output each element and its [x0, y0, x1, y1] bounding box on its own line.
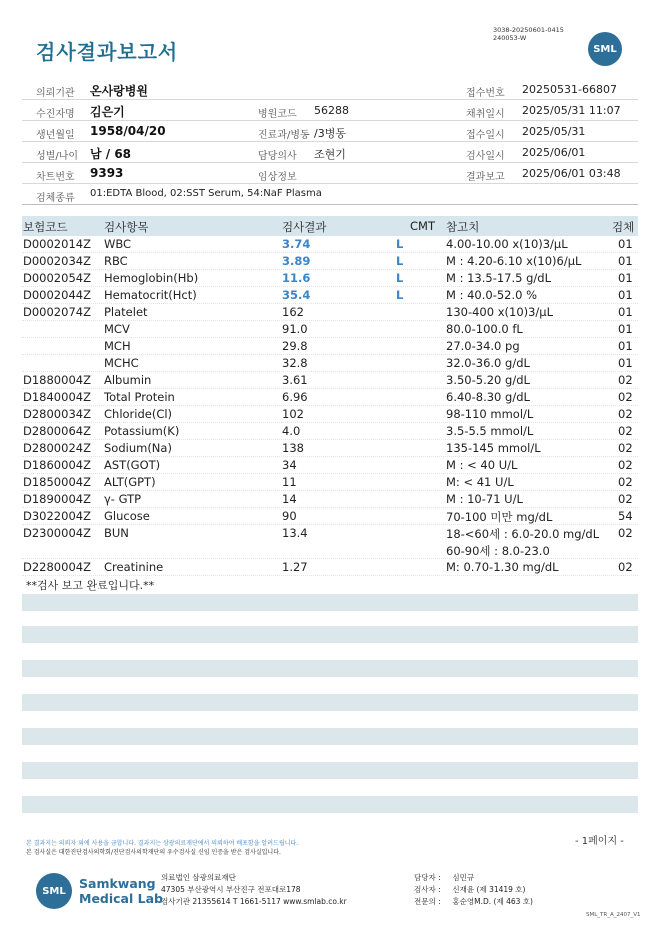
sml-logo-icon: SML [588, 32, 622, 66]
collect-date-label: 채취일시 [466, 109, 505, 120]
row-ref: 130-400 x(10)3/μL [446, 305, 554, 319]
table-row [22, 321, 638, 338]
row-name: AST(GOT) [104, 458, 161, 472]
row-result: 162 [282, 305, 304, 319]
dept-label: 진료과/병동 [258, 130, 310, 141]
report-complete-note: **검사 보고 완료입니다.** [26, 579, 155, 592]
row-name: Hematocrit(Hct) [104, 288, 197, 302]
row-name: MCH [104, 339, 131, 353]
table-row [22, 440, 638, 457]
info-row-birth [22, 121, 638, 142]
row-ref: 4.00-10.00 x(10)3/μL [446, 237, 568, 251]
row-result: 4.0 [282, 424, 301, 438]
row-spec: 02 [618, 390, 633, 404]
table-row [22, 508, 638, 525]
receipt-date-label: 접수일시 [466, 130, 505, 141]
row-name: WBC [104, 237, 132, 251]
table-row [22, 423, 638, 440]
row-spec: 01 [618, 305, 633, 319]
row-result: 13.4 [282, 526, 308, 540]
row-name: Total Protein [104, 390, 175, 404]
row-code: D0002054Z [23, 271, 91, 285]
hospital-code-label: 병원코드 [258, 109, 297, 120]
row-result: 35.4 [282, 288, 311, 302]
org-name: 의료법인 삼광의료재단 [161, 873, 236, 882]
row-spec: 02 [618, 407, 633, 421]
row-code: D1860004Z [23, 458, 91, 472]
table-row [22, 474, 638, 491]
row-result: 3.61 [282, 373, 308, 387]
dept-value: /3병동 [314, 127, 346, 140]
receipt-date-value: 2025/05/31 [522, 125, 586, 138]
notice-text-blue: 본 결과지는 의뢰자 외에 사용을 금합니다. 결과지는 삼광의료재단에서 의뢰하여 배포함을 알려드립니다. [26, 840, 299, 847]
row-result: 1.27 [282, 560, 308, 574]
specimen-label: 검체종류 [36, 193, 75, 204]
table-row [22, 287, 638, 304]
empty-row-stripe [22, 626, 638, 643]
document-id-line2: 240053-W [493, 34, 527, 42]
row-code: D1850004Z [23, 475, 91, 489]
doctor-value: 조현기 [314, 148, 346, 161]
row-result: 11.6 [282, 271, 311, 285]
row-spec: 01 [618, 271, 633, 285]
chart-no-value: 9393 [90, 166, 124, 180]
table-row [22, 559, 638, 576]
row-name: Albumin [104, 373, 152, 387]
document-id [493, 26, 564, 42]
receipt-no-label: 접수번호 [466, 88, 505, 99]
patient-value: 김은기 [90, 105, 125, 119]
row-name: ALT(GPT) [104, 475, 156, 489]
org-contact: 검사기관 21355614 T 1661-5117 www.smlab.co.kr [161, 897, 347, 906]
table-row [22, 525, 638, 559]
report-date-label: 결과보고 [466, 172, 505, 183]
manager-label: 담당자 : [414, 873, 441, 882]
row-name: Platelet [104, 305, 148, 319]
row-code: D0002034Z [23, 254, 91, 268]
row-ref: M: 0.70-1.30 mg/dL [446, 560, 559, 574]
tester-value: 신재윤 (제 31419 호) [452, 885, 526, 894]
empty-row-stripe [22, 796, 638, 813]
row-spec: 54 [618, 509, 633, 523]
tester-label: 검사자 : [414, 885, 441, 894]
institution-value: 온사랑병원 [90, 84, 148, 98]
info-row-sex-age [22, 142, 638, 163]
row-name: Hemoglobin(Hb) [104, 271, 199, 285]
row-name: MCV [104, 322, 130, 336]
sex-age-label: 성별/나이 [36, 151, 79, 162]
info-row-institution [22, 79, 638, 100]
row-spec: 02 [618, 373, 633, 387]
row-spec: 02 [618, 458, 633, 472]
table-row [22, 338, 638, 355]
row-spec: 01 [618, 288, 633, 302]
row-ref: M : < 40 U/L [446, 458, 518, 472]
test-date-label: 검사일시 [466, 151, 505, 162]
header-ref: 참고치 [446, 220, 480, 234]
row-name: RBC [104, 254, 128, 268]
row-spec: 02 [618, 526, 633, 540]
page-number: - 1페이지 - [575, 836, 624, 847]
specimen-value: 01:EDTA Blood, 02:SST Serum, 54:NaF Plasma [90, 188, 322, 199]
row-result: 14 [282, 492, 297, 506]
row-result: 6.96 [282, 390, 308, 404]
row-name: Chloride(Cl) [104, 407, 173, 421]
info-row-specimen [22, 184, 638, 205]
row-spec: 02 [618, 560, 633, 574]
document-id-line1: 3038-20250601-0415 [493, 26, 564, 34]
form-code: SML_TR_A_2407_V1 [586, 912, 641, 918]
row-ref: 27.0-34.0 pg [446, 339, 520, 353]
row-code: D1840004Z [23, 390, 91, 404]
row-ref: 32.0-36.0 g/dL [446, 356, 530, 370]
row-code: D1880004Z [23, 373, 91, 387]
patient-label: 수진자명 [36, 109, 75, 120]
row-ref: 6.40-8.30 g/dL [446, 390, 530, 404]
birth-value: 1958/04/20 [90, 124, 166, 138]
row-ref: M : 13.5-17.5 g/dL [446, 271, 552, 285]
table-row [22, 253, 638, 270]
collect-date-value: 2025/05/31 11:07 [522, 104, 621, 117]
row-ref: M: < 41 U/L [446, 475, 514, 489]
table-row [22, 270, 638, 287]
row-ref: 80.0-100.0 fL [446, 322, 523, 336]
row-ref: M : 4.20-6.10 x(10)6/μL [446, 254, 582, 268]
table-row [22, 406, 638, 423]
row-result: 3.74 [282, 237, 311, 251]
row-ref: 98-110 mmol/L [446, 407, 534, 421]
specialist-value: 홍순영M.D. (제 463 호) [452, 897, 533, 906]
row-code: D0002014Z [23, 237, 91, 251]
footer-staff [414, 872, 533, 908]
table-row [22, 457, 638, 474]
row-result: 138 [282, 441, 304, 455]
empty-row-stripe [22, 694, 638, 711]
row-code: D0002074Z [23, 305, 91, 319]
row-flag: L [396, 237, 404, 251]
row-ref: 18-<60세 : 6.0-20.0 mg/dL [446, 527, 600, 541]
results-table-header [22, 216, 638, 236]
table-row [22, 372, 638, 389]
row-spec: 02 [618, 475, 633, 489]
table-row [22, 236, 638, 253]
row-spec: 02 [618, 424, 633, 438]
receipt-no-value: 20250531-66807 [522, 83, 617, 96]
row-name: Sodium(Na) [104, 441, 172, 455]
row-code: D2280004Z [23, 560, 91, 574]
row-result: 102 [282, 407, 304, 421]
footer-organization [161, 872, 347, 908]
row-result: 34 [282, 458, 297, 472]
header-name: 검사항목 [104, 220, 149, 234]
table-row [22, 389, 638, 406]
row-result: 32.8 [282, 356, 308, 370]
footer-brand [79, 876, 163, 906]
empty-row-stripe [22, 728, 638, 745]
row-flag: L [396, 271, 404, 285]
org-address: 47305 부산광역시 부산진구 전포대로178 [161, 885, 301, 894]
row-spec: 01 [618, 237, 633, 251]
row-result: 29.8 [282, 339, 308, 353]
row-result: 11 [282, 475, 297, 489]
header-result: 검사결과 [282, 220, 327, 234]
header-code: 보험코드 [23, 220, 68, 234]
empty-row-stripe [22, 594, 638, 611]
header-spec: 검체 [612, 220, 635, 234]
row-result: 90 [282, 509, 297, 523]
row-flag: L [396, 254, 404, 268]
row-code: D2800024Z [23, 441, 91, 455]
report-date-value: 2025/06/01 03:48 [522, 167, 621, 180]
manager-value: 심민규 [452, 873, 475, 882]
results-table-body [22, 236, 638, 576]
specialist-label: 전문의 : [414, 897, 441, 906]
info-row-chart [22, 163, 638, 184]
row-name: MCHC [104, 356, 139, 370]
page-title: 검사결과보고서 [36, 40, 179, 64]
row-ref-line2: 60-90세 : 8.0-23.0 [446, 544, 550, 558]
row-spec: 02 [618, 492, 633, 506]
row-name: γ- GTP [104, 492, 142, 506]
institution-label: 의뢰기관 [36, 88, 75, 99]
brand-line1: Samkwang [79, 876, 156, 891]
hospital-code-value: 56288 [314, 104, 349, 117]
row-code: D2300004Z [23, 526, 91, 540]
row-name: BUN [104, 526, 129, 540]
row-ref: 3.5-5.5 mmol/L [446, 424, 534, 438]
row-code: D1890004Z [23, 492, 91, 506]
brand-line2: Medical Lab [79, 891, 163, 906]
row-code: D0002044Z [23, 288, 91, 302]
sex-age-value: 남 / 68 [90, 147, 132, 161]
chart-no-label: 차트번호 [36, 172, 75, 183]
row-name: Potassium(K) [104, 424, 180, 438]
row-ref: 70-100 미만 mg/dL [446, 510, 553, 524]
row-result: 91.0 [282, 322, 308, 336]
test-date-value: 2025/06/01 [522, 146, 586, 159]
table-row [22, 355, 638, 372]
row-result: 3.89 [282, 254, 311, 268]
clinical-info-label: 임상정보 [258, 172, 297, 183]
row-spec: 01 [618, 356, 633, 370]
row-spec: 02 [618, 441, 633, 455]
doctor-label: 담당의사 [258, 151, 297, 162]
row-spec: 01 [618, 254, 633, 268]
row-code: D3022004Z [23, 509, 91, 523]
row-spec: 01 [618, 322, 633, 336]
row-code: D2800064Z [23, 424, 91, 438]
row-spec: 01 [618, 339, 633, 353]
row-name: Creatinine [104, 560, 164, 574]
table-row [22, 491, 638, 508]
footer-sml-logo-icon: SML [36, 873, 72, 909]
info-row-patient [22, 100, 638, 121]
row-code: D2800034Z [23, 407, 91, 421]
notice-text-black: 본 검사실은 대한진단검사의학회/진단검사의학재단의 우수검사실 신임 인증을 받은 검사실입니다. [26, 849, 281, 856]
birth-label: 생년월일 [36, 130, 75, 141]
row-ref: 135-145 mmol/L [446, 441, 541, 455]
row-ref: 3.50-5.20 g/dL [446, 373, 530, 387]
header-cmt: CMT [410, 219, 435, 233]
row-name: Glucose [104, 509, 150, 523]
row-flag: L [396, 288, 404, 302]
row-ref: M : 40.0-52.0 % [446, 288, 538, 302]
empty-row-stripe [22, 762, 638, 779]
table-row [22, 304, 638, 321]
empty-row-stripe [22, 660, 638, 677]
row-ref: M : 10-71 U/L [446, 492, 523, 506]
